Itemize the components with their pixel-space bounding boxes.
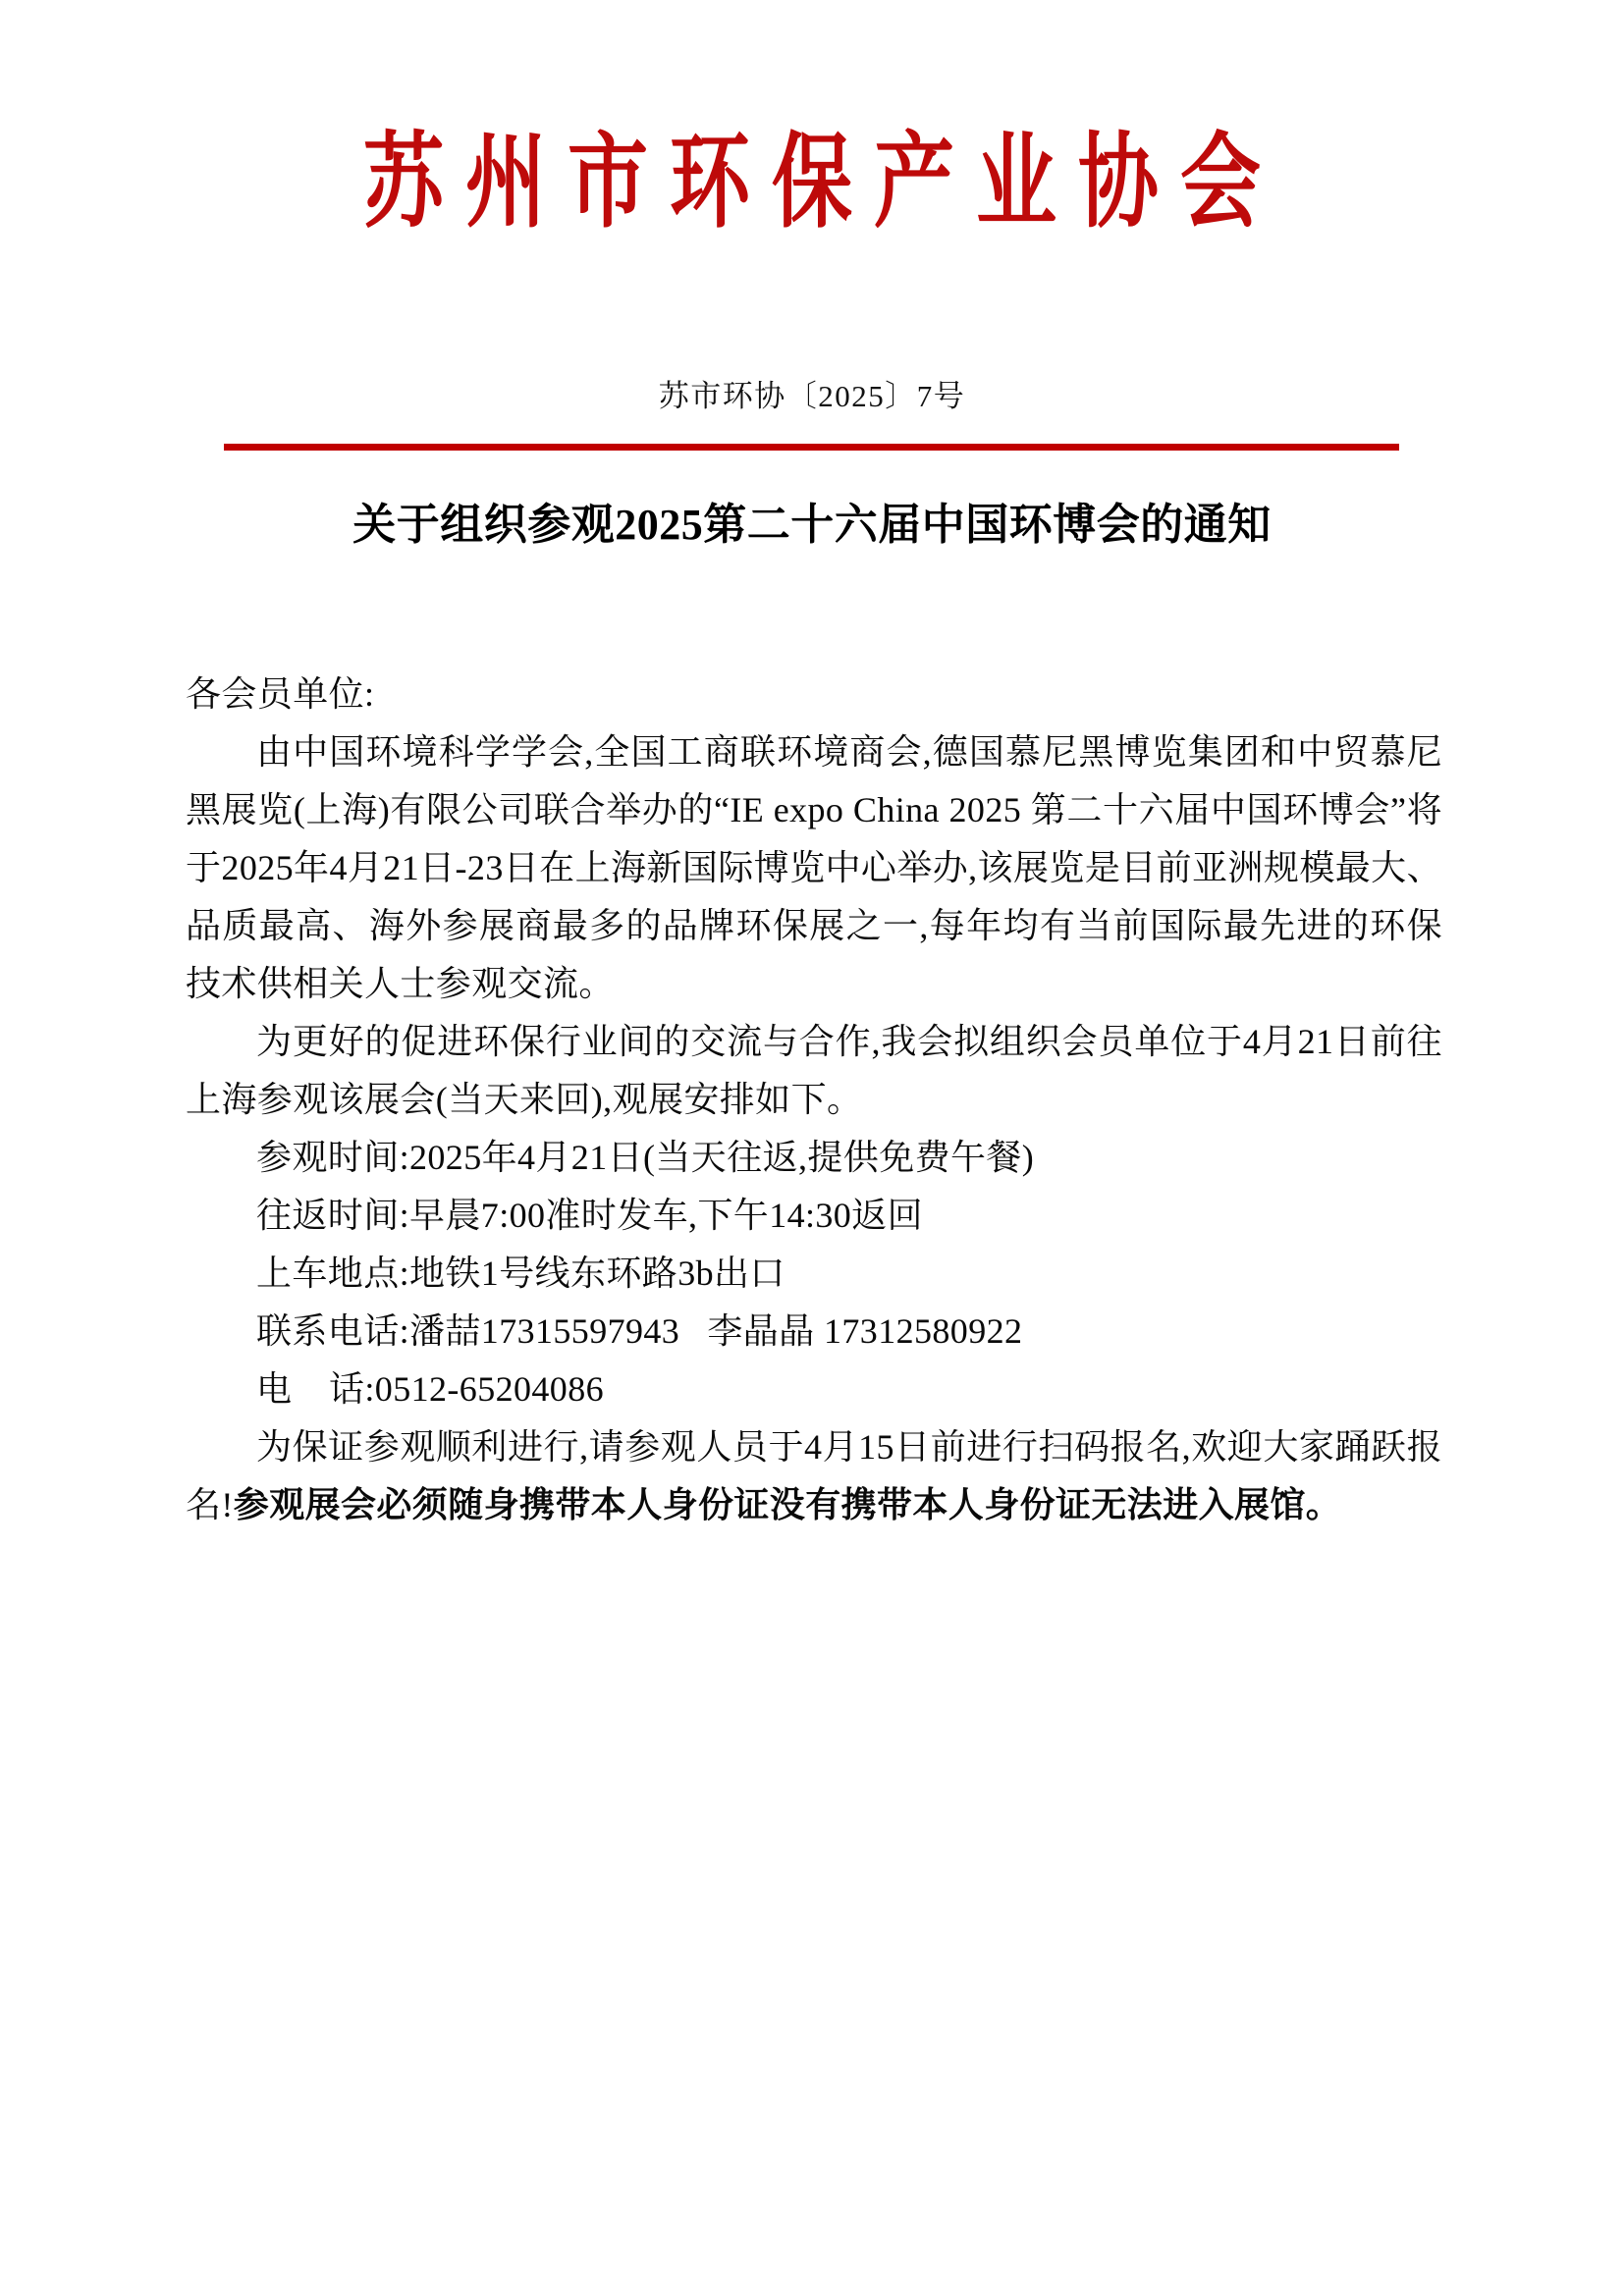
list-item: 联系电话:潘喆17315597943 李晶晶 17312580922 bbox=[256, 1311, 1023, 1351]
document-serial-number: 苏市环协〔2025〕7号 bbox=[658, 379, 966, 413]
registration-normal-text: 为保证参观顺利进行,请参观人员于4月15日前进行扫码报名,欢迎大家踊跃报名! bbox=[186, 1427, 1442, 1524]
registration-bold-warning: 参观展会必须随身携带本人身份证没有携带本人身份证无法进入展馆。 bbox=[233, 1485, 1342, 1524]
list-item: 上车地点:地铁1号线东环路3b出口 bbox=[256, 1254, 785, 1293]
list-item: 参观时间:2025年4月21日(当天往返,提供免费午餐) bbox=[256, 1138, 1035, 1177]
paragraph-intro: 由中国环境科学学会,全国工商联环境商会,德国慕尼黑博览集团和中贸慕尼黑展览(上海)有限公司联合举办的“IE expo China 2025 第二十六届中国环博会”将于2025年4月21日-23日在上海新国际博览中心举办,该展览是目前亚洲规模最大、品质最高、海外参展商最多的品牌环保展之一,每年均有当前国际最先进的环保技术供相关人士参观交流。 bbox=[186, 732, 1442, 1003]
red-separator-line bbox=[224, 444, 1399, 451]
list-item: 电 话:0512-65204086 bbox=[256, 1369, 604, 1409]
organization-title: 苏州市环保产业协会 bbox=[362, 126, 1282, 240]
page-title: 关于组织参观2025第二十六届中国环博会的通知 bbox=[352, 501, 1272, 549]
salutation: 各会员单位: bbox=[186, 674, 375, 714]
visit-details-list bbox=[186, 1129, 1442, 1418]
paragraph-arrangement: 为更好的促进环保行业间的交流与合作,我会拟组织会员单位于4月21日前往上海参观该展会(当天来回),观展安排如下。 bbox=[186, 1022, 1442, 1119]
list-item: 往返时间:早晨7:00准时发车,下午14:30返回 bbox=[256, 1196, 924, 1235]
paragraph-registration bbox=[186, 1418, 1442, 1534]
letterhead bbox=[0, 126, 1624, 240]
document-body bbox=[186, 666, 1442, 1534]
